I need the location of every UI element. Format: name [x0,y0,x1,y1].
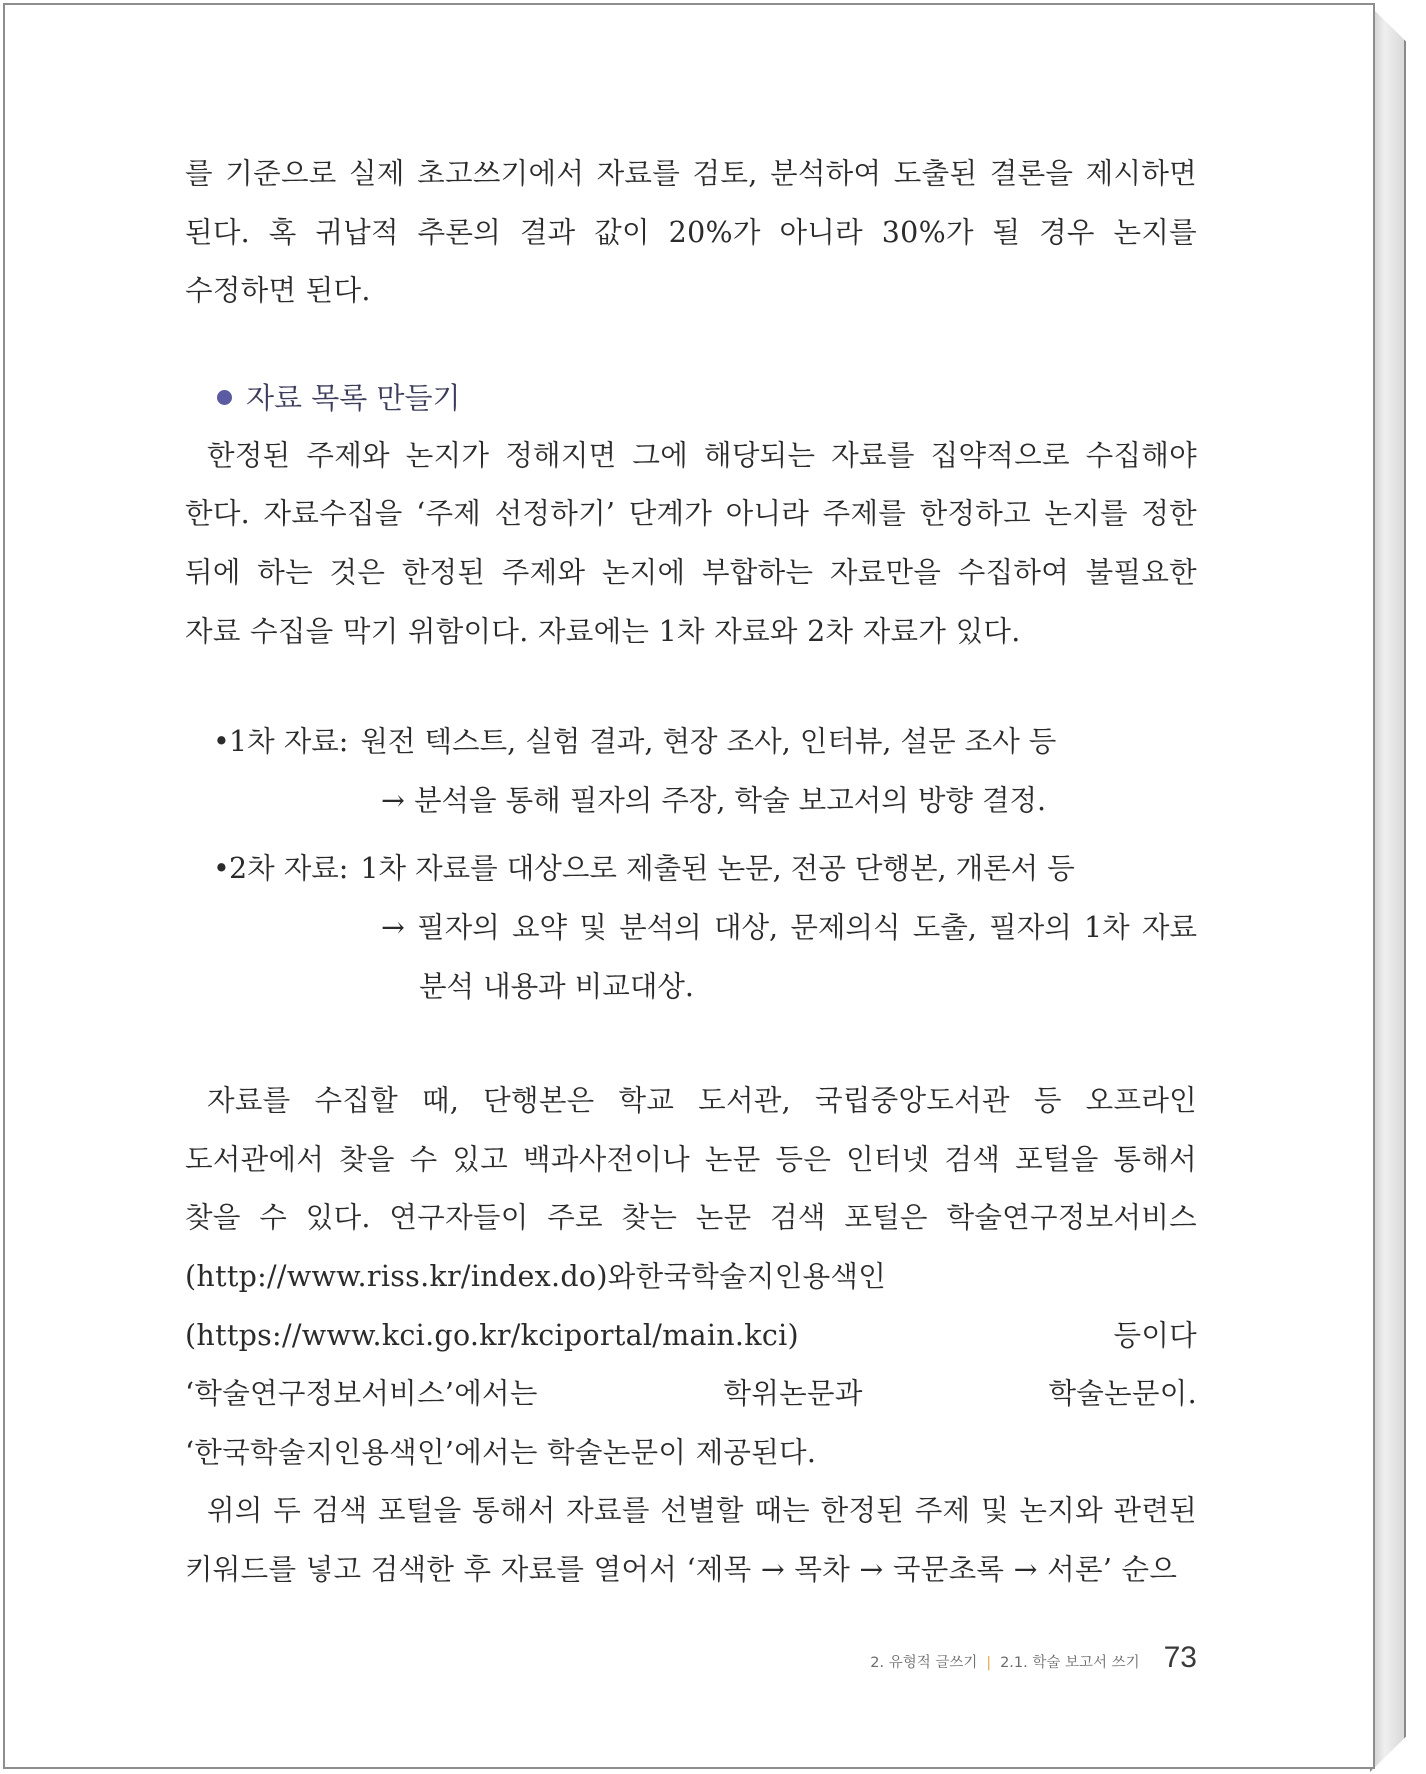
page-number: 73 [1163,1641,1197,1674]
material-types-list [185,713,1197,1016]
page-edge-stack [1370,6,1406,1772]
section-heading-text: 자료 목록 만들기 [246,380,461,415]
list-item-arrow-note: → 분석을 통해 필자의 주장, 학술 보고서의 방향 결정. [381,783,1047,817]
bullet-dot-icon: • [213,725,230,759]
page-footer [5,1641,1197,1675]
list-item-description: 원전 텍스트, 실험 결과, 현장 조사, 인터뷰, 설문 조사 등 [360,725,1057,759]
book-page [3,3,1375,1769]
footer-section: 2.1. 학술 보고서 쓰기 [1000,1655,1140,1671]
body-paragraph-2: 자료를 수집할 때, 단행본은 학교 도서관, 국립중앙도서관 등 오프라인 도서관에서 찾을 수 있고 백과사전이나 논문 등은 인터넷 검색 포털을 통해서 찾을 수 있다. 연구자들이 주로 찾는 논문 검색 포털은 학술연구정보서비스 (http://www.riss.kr/index.do)와한국학술지인용색인(https://www.kci.go.kr/kciportal/main.kci) 등이다 ‘학술연구정보서비스’에서는 학위논문과 학술논문이. ‘한국학술지인용색인’에서는 학술논문이 제공된다. [185,1084,1197,1469]
list-item-label: 2차 자료: [229,852,349,886]
footer-separator: | [986,1655,992,1671]
body-paragraph-1: 한정된 주제와 논지가 정해지면 그에 해당되는 자료를 집약적으로 수집해야 한다. 자료수집을 ‘주제 선정하기’ 단계가 아니라 주제를 한정하고 논지를 정한 뒤에 하는 것은 한정된 주제와 논지에 부합하는 자료만을 수집하여 불필요한 자료 수집을 막기 위함이다. 자료에는 1차 자료와 2차 자료가 있다. [185,438,1197,648]
list-item-secondary [213,840,1197,1016]
page-content [185,145,1197,1599]
intro-paragraph: 를 기준으로 실제 초고쓰기에서 자료를 검토, 분석하여 도출된 결론을 제시하면 된다. 혹 귀납적 추론의 결과 값이 20%가 아니라 30%가 될 경우 논지를 수정하면 된다. [185,157,1197,308]
list-item-arrow-note: → 필자의 요약 및 분석의 대상, 문제의식 도출, 필자의 1차 자료 분석 내용과 비교대상. [381,910,1197,1003]
list-item-primary [213,713,1197,830]
bullet-circle-icon [217,390,232,405]
footer-chapter: 2. 유형적 글쓰기 [870,1655,978,1671]
list-item-label: 1차 자료: [229,725,349,759]
list-item-description: 1차 자료를 대상으로 제출된 논문, 전공 단행본, 개론서 등 [360,852,1075,886]
body-paragraph-3: 위의 두 검색 포털을 통해서 자료를 선별할 때는 한정된 주제 및 논지와 관련된 키워드를 넣고 검색한 후 자료를 열어서 ‘제목 → 목차 → 국문초록 → 서론’ 순으 [185,1494,1197,1586]
section-heading [185,369,1197,427]
bullet-dot-icon: • [213,852,230,886]
